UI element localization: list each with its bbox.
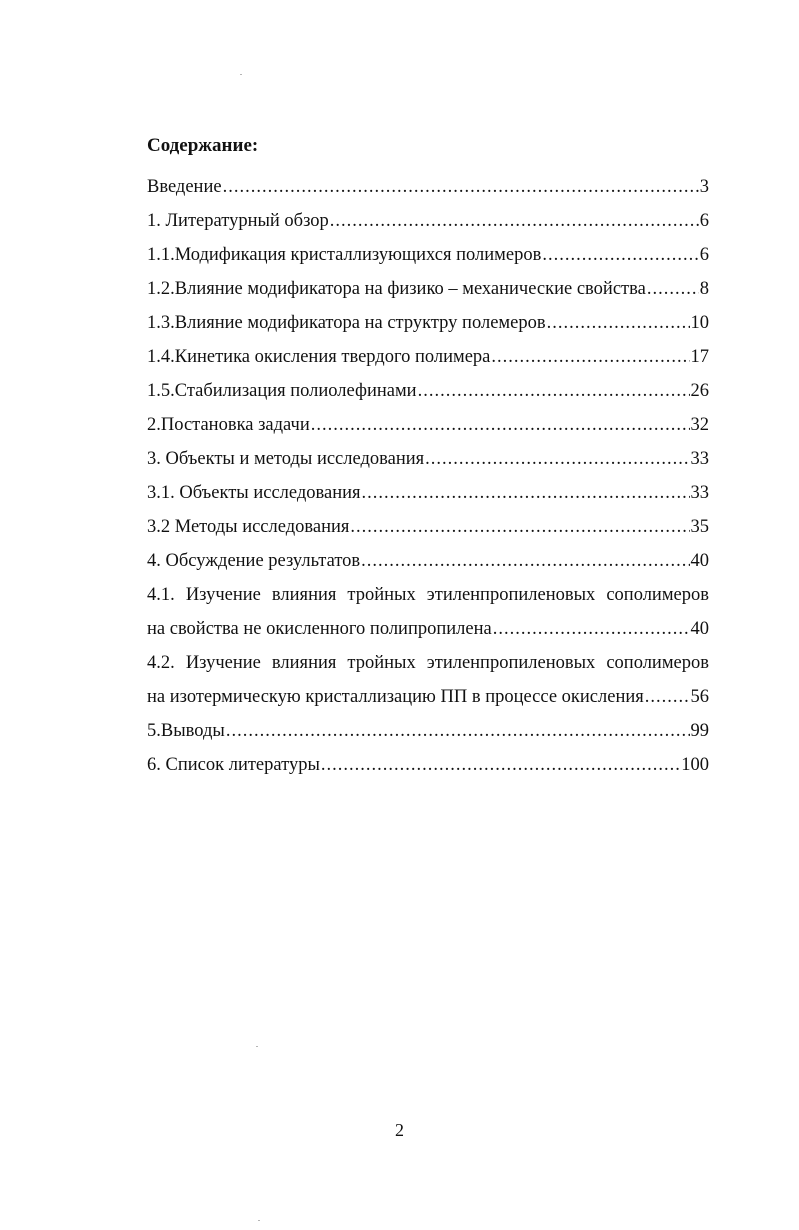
- toc-entry-label: 1.5.Стабилизация полиолефинами: [147, 381, 417, 401]
- dot-leader: [645, 680, 690, 714]
- dot-leader: [547, 306, 690, 340]
- toc-entry[interactable]: [147, 340, 709, 374]
- toc-entry-page: 10: [690, 313, 709, 333]
- scan-speck: [258, 1220, 260, 1221]
- toc-entry-page: 26: [690, 381, 709, 401]
- table-of-contents: [147, 134, 709, 782]
- toc-entry[interactable]: [147, 510, 709, 544]
- dot-leader: [361, 544, 689, 578]
- toc-entry-label: 5.Выводы: [147, 721, 225, 741]
- toc-entry[interactable]: [147, 612, 709, 646]
- toc-entry[interactable]: [147, 680, 709, 714]
- toc-entry[interactable]: [147, 748, 709, 782]
- toc-entry-label: 1.3.Влияние модификатора на структру полемеров: [147, 313, 546, 333]
- toc-entry-page: 99: [690, 721, 709, 741]
- toc-entry-label: на изотермическую кристаллизацию ПП в процессе окисления: [147, 687, 644, 707]
- toc-entry[interactable]: [147, 714, 709, 748]
- toc-entry-label: на свойства не окисленного полипропилена: [147, 619, 492, 639]
- dot-leader: [350, 510, 689, 544]
- toc-entry-page: 3: [699, 177, 709, 197]
- dot-leader: [493, 612, 690, 646]
- toc-list: [147, 170, 709, 782]
- toc-entry-label: 1.2.Влияние модификатора на физико – механические свойства: [147, 279, 646, 299]
- toc-entry-page: 17: [690, 347, 709, 367]
- toc-entry-page: 33: [690, 483, 709, 503]
- toc-entry-label: 2.Постановка задачи: [147, 415, 310, 435]
- toc-entry[interactable]: [147, 306, 709, 340]
- toc-entry-page: 35: [690, 517, 709, 537]
- toc-title: Содержание:: [147, 135, 259, 156]
- toc-entry-page: 40: [690, 619, 709, 639]
- dot-leader: [311, 408, 690, 442]
- toc-entry-first-line[interactable]: 4.2. Изучение влияния тройных этиленпропиленовых сополимеров: [147, 653, 709, 673]
- toc-entry-label: 1.1.Модификация кристаллизующихся полимеров: [147, 245, 542, 265]
- toc-entry-page: 32: [690, 415, 709, 435]
- dot-leader: [491, 340, 689, 374]
- dot-leader: [226, 714, 690, 748]
- toc-entry[interactable]: [147, 238, 709, 272]
- dot-leader: [223, 170, 699, 204]
- dot-leader: [362, 476, 690, 510]
- toc-entry-label: 3. Объекты и методы исследования: [147, 449, 425, 469]
- toc-entry-label: 6. Список литературы: [147, 755, 320, 775]
- toc-entry-page: 33: [690, 449, 709, 469]
- dot-leader: [330, 204, 699, 238]
- toc-entry[interactable]: [147, 374, 709, 408]
- dot-leader: [418, 374, 690, 408]
- toc-entry[interactable]: [147, 204, 709, 238]
- page-number: 2: [395, 1120, 404, 1140]
- toc-entry-label: 3.2 Методы исследования: [147, 517, 350, 537]
- toc-entry-page: 6: [699, 245, 709, 265]
- dot-leader: [321, 748, 680, 782]
- toc-entry-label: 1. Литературный обзор: [147, 211, 329, 231]
- toc-entry[interactable]: [147, 272, 709, 306]
- dot-leader: [425, 442, 689, 476]
- toc-entry-page: 8: [699, 279, 709, 299]
- dot-leader: [542, 238, 698, 272]
- toc-entry-page: 100: [681, 755, 709, 775]
- scan-speck: [256, 1046, 258, 1047]
- toc-entry[interactable]: [147, 476, 709, 510]
- toc-entry-page: 56: [690, 687, 709, 707]
- toc-entry[interactable]: [147, 408, 709, 442]
- toc-entry[interactable]: [147, 170, 709, 204]
- dot-leader: [647, 272, 699, 306]
- toc-entry[interactable]: [147, 544, 709, 578]
- scan-speck: [240, 74, 242, 75]
- toc-entry-label: Введение: [147, 177, 222, 197]
- toc-entry-label: 4. Обсуждение результатов: [147, 551, 361, 571]
- toc-entry-label: 3.1. Объекты исследования: [147, 483, 361, 503]
- toc-entry-page: 6: [699, 211, 709, 231]
- toc-entry-label: 1.4.Кинетика окисления твердого полимера: [147, 347, 491, 367]
- toc-entry-first-line[interactable]: 4.1. Изучение влияния тройных этиленпропиленовых сополимеров: [147, 585, 709, 605]
- toc-entry[interactable]: [147, 442, 709, 476]
- toc-entry-page: 40: [690, 551, 709, 571]
